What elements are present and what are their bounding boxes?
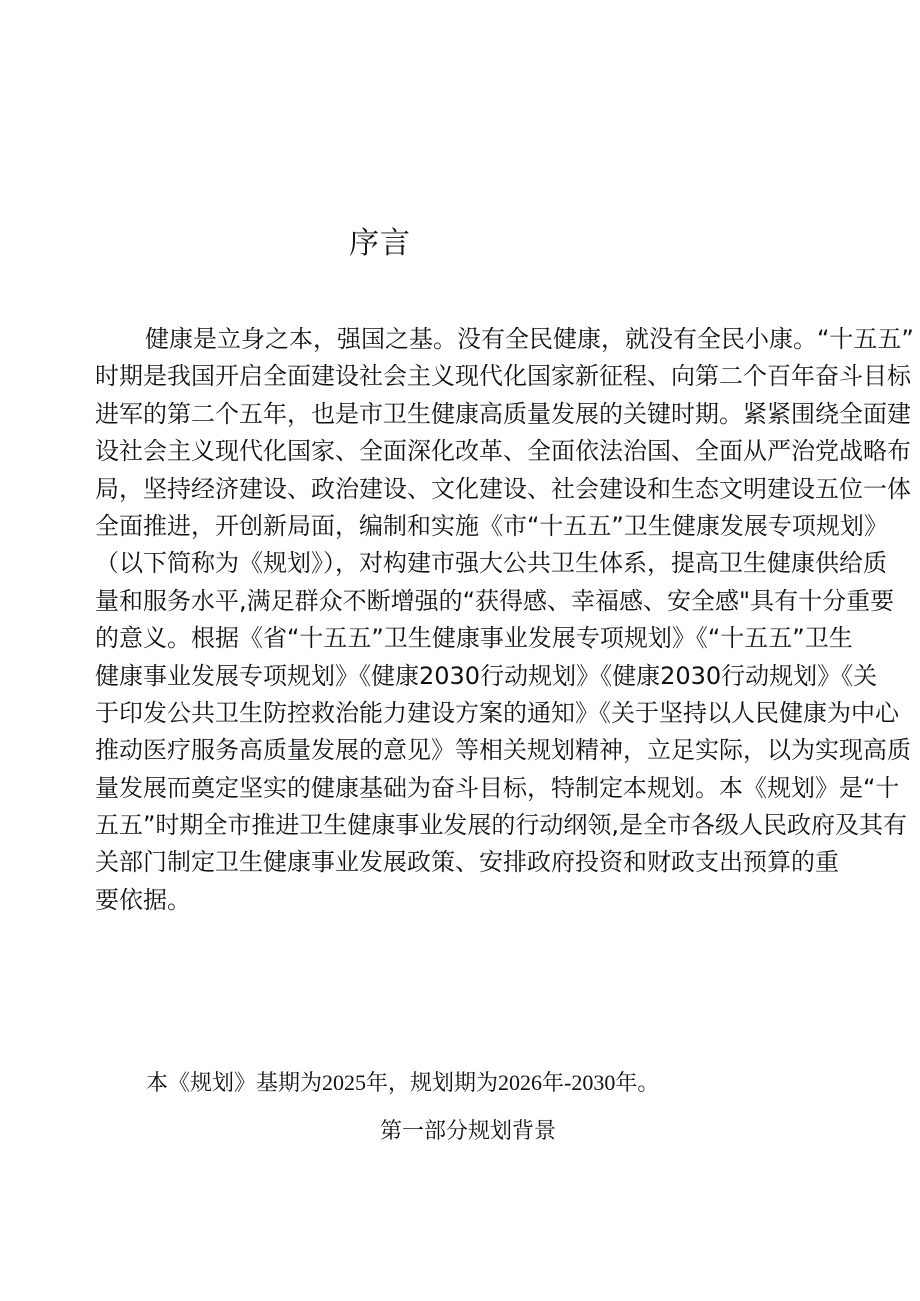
period-note: 本《规划》基期为2025年，规划期为2026年-2030年。 bbox=[146, 1070, 660, 1095]
preface-line: 量和服务水平,满足群众不断增强的“获得感、幸福感、安全感"具有十分重要 bbox=[95, 586, 895, 615]
preface-line: 于印发公共卫生防控救治能力建设方案的通知》《关于坚持以人民健康为中心 bbox=[95, 698, 899, 727]
preface-line: 全面推进，开创新局面，编制和实施《市“十五五”卫生健康发展专项规划》 bbox=[95, 511, 888, 540]
preface-line: 进军的第二个五年，也是市卫生健康高质量发展的关键时期。紧紧围绕全面建 bbox=[95, 399, 911, 428]
preface-line: 设社会主义现代化国家、全面深化改革、全面依法治国、全面从严治党战略布 bbox=[95, 437, 911, 466]
preface-paragraph bbox=[95, 321, 914, 919]
preface-line: 量发展而奠定坚实的健康基础为奋斗目标，特制定本规划。本《规划》是“十 bbox=[95, 773, 900, 802]
preface-line: 时期是我国开启全面建设社会主义现代化国家新征程、向第二个百年奋斗目标 bbox=[95, 362, 911, 391]
preface-line: 关部门制定卫生健康事业发展政策、安排政府投资和财政支出预算的重 bbox=[95, 848, 839, 877]
section-heading: 第一部分规划背景 bbox=[380, 1118, 557, 1143]
preface-line: 局，坚持经济建设、政治建设、文化建设、社会建设和生态文明建设五位一体 bbox=[95, 474, 911, 503]
preface-line: 健康事业发展专项规划》《健康2030行动规划》《健康2030行动规划》《关 bbox=[95, 661, 878, 690]
preface-line: 的意义。根据《省“十五五”卫生健康事业发展专项规划》《“十五五”卫生 bbox=[95, 624, 853, 653]
page-title: 序言 bbox=[349, 226, 411, 261]
preface-line: 推动医疗服务高质量发展的意见》等相关规划精神，立足实际，以为实现高质 bbox=[95, 736, 911, 765]
preface-line: 要依据。 bbox=[95, 885, 191, 914]
preface-line: 健康是立身之本，强国之基。没有全民健康，就没有全民小康。“十五五” bbox=[145, 325, 914, 353]
preface-line: 五五”时期全市推进卫生健康事业发展的行动纲领,是全市各级人民政府及其有 bbox=[95, 811, 908, 840]
preface-line: （以下简称为《规划》），对构建市强大公共卫生体系，提高卫生健康供给质 bbox=[95, 549, 887, 578]
